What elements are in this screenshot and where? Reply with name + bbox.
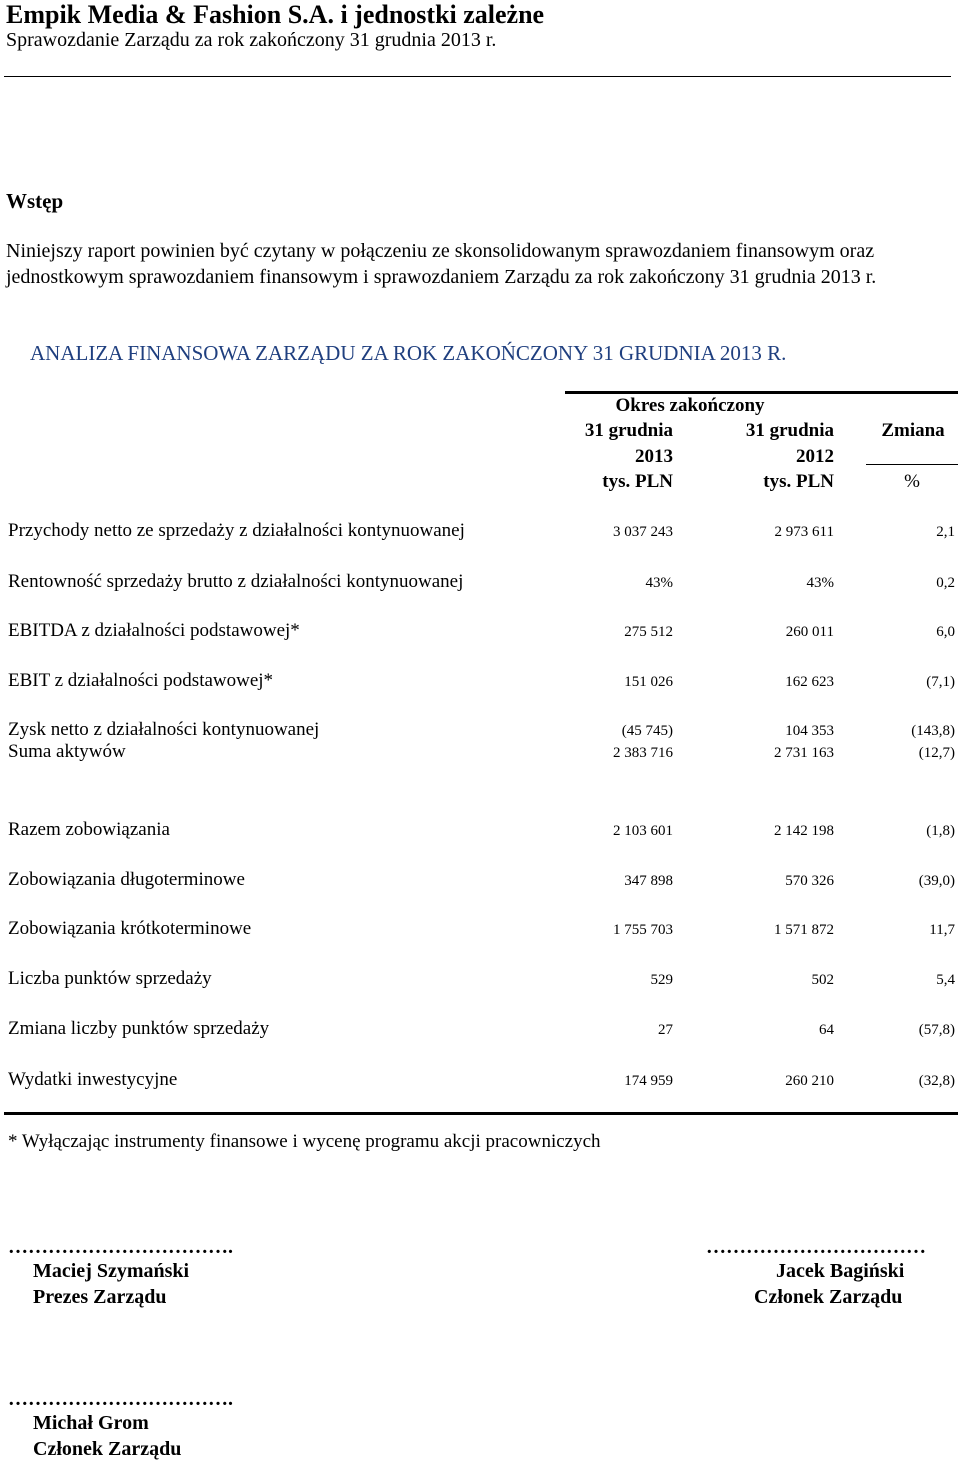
table-cell-change: (1,8) [926, 823, 955, 839]
col2-unit: tys. PLN [763, 471, 834, 492]
table-cell-change: (39,0) [918, 873, 955, 889]
table-bottom-rule [4, 1112, 958, 1115]
table-cell-2013: 3 037 243 [613, 524, 673, 540]
document-subtitle: Sprawozdanie Zarządu za rok zakończony 31 grudnia 2013 r. [6, 29, 497, 51]
table-row-label: Razem zobowiązania [8, 819, 170, 840]
col3-header-rule [866, 464, 958, 465]
table-cell-2013: 347 898 [624, 873, 673, 889]
col1-date: 31 grudnia [584, 420, 673, 441]
table-row-label: Zysk netto z działalności kontynuowanej [8, 719, 320, 740]
table-cell-2013: 151 026 [624, 674, 673, 690]
signatory-name: Maciej Szymański [33, 1260, 190, 1282]
table-row-label: Zobowiązania krótkoterminowe [8, 918, 252, 939]
table-row-label: EBITDA z działalności podstawowej* [8, 620, 300, 641]
table-cell-change: (12,7) [918, 745, 955, 761]
table-row-label: Wydatki inwestycyjne [8, 1069, 178, 1090]
table-cell-2013: 275 512 [624, 624, 673, 640]
table-row-label: Rentowność sprzedaży brutto z działalności kontynuowanej [8, 571, 464, 592]
document-title: Empik Media & Fashion S.A. i jednostki zależne [6, 0, 545, 29]
header-divider [4, 76, 951, 77]
signature-line: …………………………… [706, 1236, 926, 1258]
table-cell-change: (7,1) [926, 674, 955, 690]
table-cell-2012: 260 011 [785, 624, 834, 640]
table-cell-2012: 502 [811, 972, 834, 988]
col3-unit: % [904, 471, 920, 492]
table-cell-2012: 570 326 [785, 873, 834, 889]
table-row-label: Zmiana liczby punktów sprzedaży [8, 1018, 270, 1039]
table-cell-2012: 64 [819, 1022, 834, 1038]
table-cell-2013: (45 745) [621, 723, 673, 739]
table-cell-change: 6,0 [936, 624, 955, 640]
table-cell-2012: 2 142 198 [774, 823, 834, 839]
table-cell-2013: 43% [645, 575, 673, 591]
col3-label: Zmiana [881, 420, 945, 441]
table-cell-2013: 529 [650, 972, 673, 988]
section-heading: Wstęp [6, 189, 64, 213]
table-cell-2013: 1 755 703 [613, 922, 673, 938]
analysis-title: ANALIZA FINANSOWA ZARZĄDU ZA ROK ZAKOŃCZONY 31 GRUDNIA 2013 R. [30, 341, 787, 365]
table-cell-2013: 2 103 601 [613, 823, 673, 839]
signatory-name: Michał Grom [33, 1412, 149, 1434]
signature-line: ……………………………. [8, 1236, 233, 1258]
table-cell-2012: 104 353 [785, 723, 834, 739]
signature-line: ……………………………. [8, 1388, 233, 1410]
table-cell-change: 11,7 [929, 922, 955, 938]
table-cell-2012: 260 210 [785, 1073, 834, 1089]
footnote: * Wyłączając instrumenty finansowe i wycenę programu akcji pracowniczych [8, 1131, 601, 1152]
table-cell-change: 0,2 [936, 575, 955, 591]
table-cell-change: 2,1 [936, 524, 955, 540]
col2-year: 2012 [796, 446, 834, 467]
table-top-rule [565, 391, 958, 394]
table-cell-change: (143,8) [911, 723, 955, 739]
col1-year: 2013 [635, 446, 673, 467]
period-header: Okres zakończony [615, 395, 765, 416]
signatory-role: Prezes Zarządu [33, 1286, 167, 1308]
table-cell-change: (57,8) [918, 1022, 955, 1038]
table-cell-2013: 27 [658, 1022, 673, 1038]
table-cell-2013: 2 383 716 [613, 745, 673, 761]
table-cell-2012: 162 623 [785, 674, 834, 690]
table-cell-2013: 174 959 [624, 1073, 673, 1089]
col1-unit: tys. PLN [602, 471, 673, 492]
table-cell-2012: 2 731 163 [774, 745, 834, 761]
table-cell-2012: 2 973 611 [774, 524, 834, 540]
table-row-label: Zobowiązania długoterminowe [8, 869, 245, 890]
intro-paragraph: Niniejszy raport powinien być czytany w połączeniu ze skonsolidowanym sprawozdaniem finansowym oraz jednostkowym sprawozdaniem finansowym i sprawozdaniem Zarządu za rok zakończony 31 grudnia 2013 r. [6, 240, 877, 288]
table-cell-change: 5,4 [936, 972, 955, 988]
signatory-name: Jacek Bagiński [776, 1260, 905, 1282]
table-cell-2012: 1 571 872 [774, 922, 834, 938]
table-cell-2012: 43% [806, 575, 834, 591]
table-row-label: Przychody netto ze sprzedaży z działalności kontynuowanej [8, 520, 465, 541]
col2-date: 31 grudnia [745, 420, 834, 441]
table-row-label: EBIT z działalności podstawowej* [8, 670, 274, 691]
signatory-role: Członek Zarządu [754, 1286, 903, 1308]
table-row-label: Liczba punktów sprzedaży [8, 968, 212, 989]
table-cell-change: (32,8) [918, 1073, 955, 1089]
signatory-role: Członek Zarządu [33, 1438, 182, 1460]
table-row-label: Suma aktywów [8, 741, 126, 762]
